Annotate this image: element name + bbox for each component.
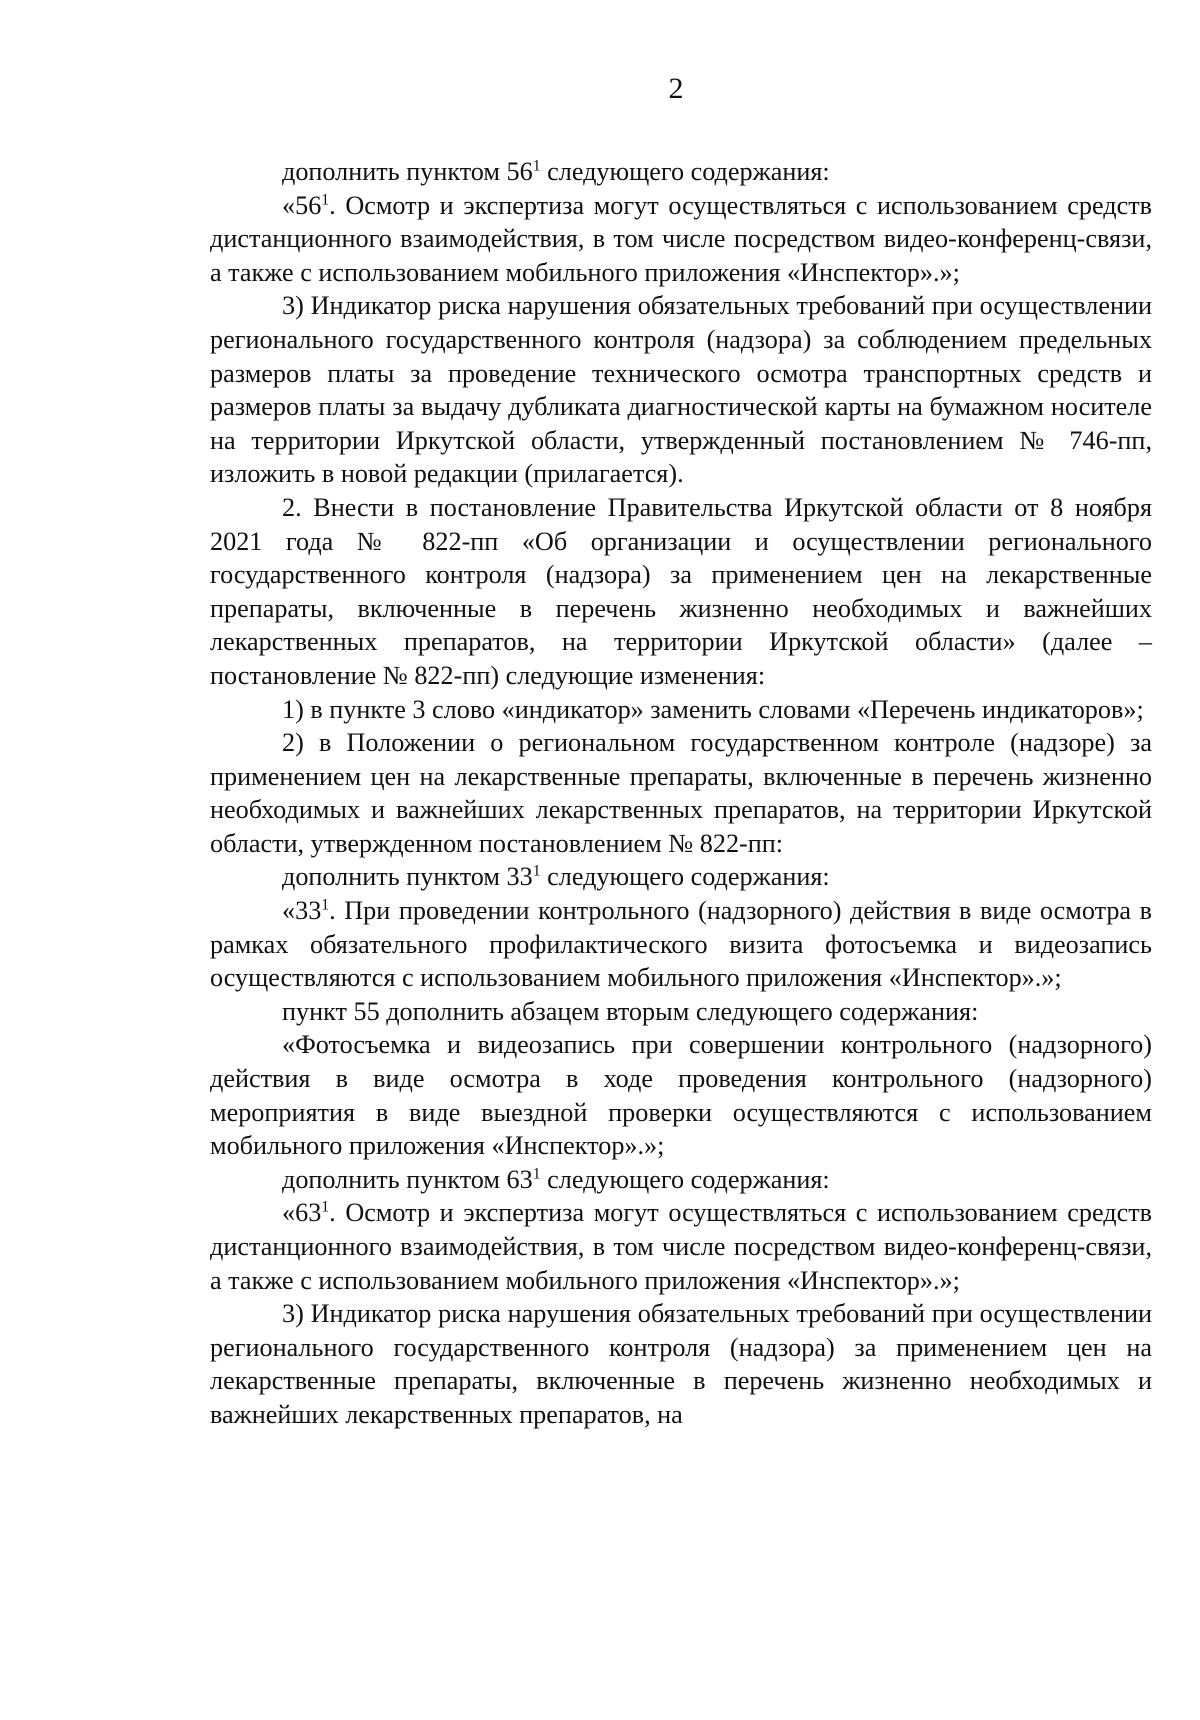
paragraph: 2) в Положении о региональном государственном контроле (надзоре) за применением цен на лекарственные препараты, включенные в перечень жизненно необходимых и важнейших лекарственных препаратов, на территории Иркутской области, утвержденном постановлением № 822-пп:	[210, 728, 1152, 858]
page-number: 2	[668, 72, 684, 105]
paragraph: «$56^1$. Осмотр и экспертиза могут осуществляться с использованием средств дистанционного взаимодействия, в том числе посредством видео-конференц-связи, а также с использованием мобильного приложения «Инспектор».»;	[210, 190, 1152, 287]
paragraph: 1) в пункте 3 слово «индикатор» заменить словами «Перечень индикаторов»;	[282, 694, 1144, 724]
paragraph: «$63^1$. Осмотр и экспертиза могут осуществляться с использованием средств дистанционного взаимодействия, в том числе посредством видео-конференц-связи, а также с использованием мобильного приложения «Инспектор».»;	[210, 1198, 1152, 1295]
paragraph: 2. Внести в постановление Правительства Иркутской области от 8 ноября 2021 года № 822-пп «Об организации и осуществлении регионального государственного контроля (надзора) за применением цен на лекарственные препараты, включенные в перечень жизненно необходимых и важнейших лекарственных препаратов, на территории Иркутской области» (далее – постановление № 822-пп) следующие изменения:	[210, 492, 1152, 690]
paragraph: пункт 55 дополнить абзацем вторым следующего содержания:	[282, 996, 979, 1026]
paragraph: 3) Индикатор риска нарушения обязательных требований при осуществлении регионального государственного контроля (надзора) за применением цен на лекарственные препараты, включенные в перечень жизненно необходимых и важнейших лекарственных препаратов, на	[210, 1299, 1152, 1429]
paragraph: дополнить пунктом $33^1$ следующего содержания:	[282, 862, 830, 892]
paragraph: 3) Индикатор риска нарушения обязательных требований при осуществлении регионального государственного контроля (надзора) за соблюдением предельных размеров платы за проведение технического осмотра транспортных средств и размеров платы за выдачу дубликата диагностической карты на бумажном носителе на территории Иркутской области, утвержденный постановлением № 746-пп, изложить в новой редакции (прилагается).	[210, 291, 1152, 489]
paragraph: дополнить пунктом $63^1$ следующего содержания:	[282, 1164, 830, 1194]
document-body	[210, 155, 1152, 1432]
paragraph: «Фотосъемка и видеозапись при совершении контрольного (надзорного) действия в виде осмотра в ходе проведения контрольного (надзорного) мероприятия в виде выездной проверки осуществляются с использованием мобильного приложения «Инспектор».»;	[210, 1030, 1152, 1161]
paragraph: дополнить пунктом $56^1$ следующего содержания:	[282, 157, 830, 186]
paragraph: «$33^1$. При проведении контрольного (надзорного) действия в виде осмотра в рамках обязательного профилактического визита фотосъемка и видеозапись осуществляются с использованием мобильного приложения «Инспектор».»;	[210, 896, 1152, 993]
